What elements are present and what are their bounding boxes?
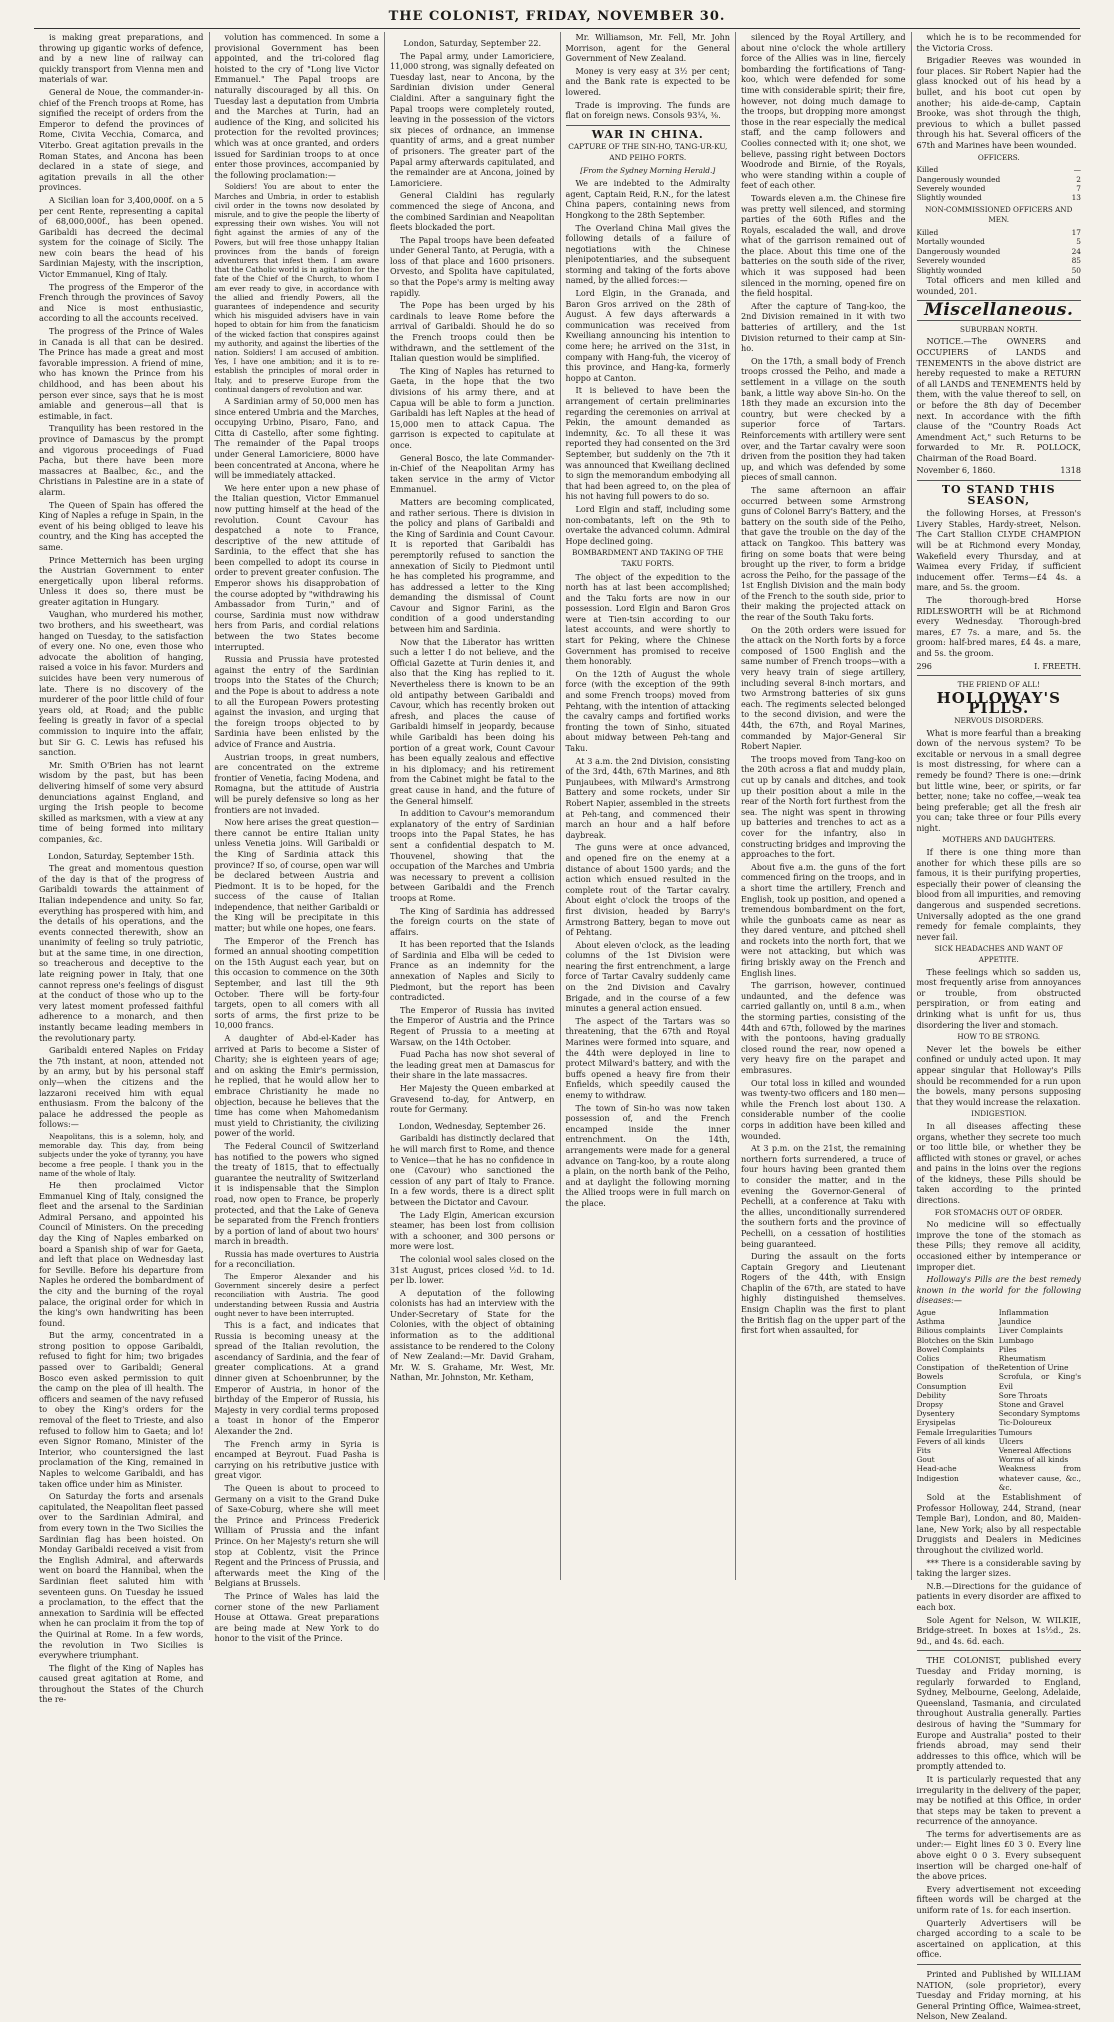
article-paragraph: Neapolitans, this is a solemn, holy, and memorable day. This day, from being subjects under the yoke of tyranny, you have become a free people. I thank you in the name of the whole of Italy. xyxy=(39,1131,204,1178)
article-paragraph: Mr. Smith O'Brien has not learnt wisdom by the past, but has been delivering himself of some very absurd denunciations against England, and urging the Irish people to become skilled as marksmen, with a view at any time of being formed into military companies, &c. xyxy=(39,759,204,844)
article-paragraph: Garibaldi has distinctly declared that he will march first to Rome, and thence to Venice—that he has no confidence in one (Cavour) who sanctioned the cession of any part of Italy to France. In a few words, there is a direct split between the Dictator and Cavour. xyxy=(390,1133,555,1207)
ailment-item: Secondary Symptoms xyxy=(998,1409,1080,1419)
article-paragraph: The progress of the Prince of Wales in Canada is all that can be desired. The Prince has made a great and most favorable impression. A friend of mine, who has known the Prince from his childhood, and has been about his person ever since, says that he is most amiable and generous—all that is estimable, in fact. xyxy=(39,326,204,421)
ailment-item: Indigestion xyxy=(916,1473,959,1483)
casualty-value: 85 xyxy=(1071,256,1081,266)
article-paragraph: The colonial wool sales closed on the 31st August, prices closed ½d. to 1d. per lb. lower. xyxy=(390,1253,555,1286)
mothers-body: If there is one thing more than another for which these pills are so famous, it is their purifying properties, especially their power of cleansing the blood from all impurities, and removing dangerous and suspended secretions. Universally adopted as the one grand remedy for female complaints, they never fail. xyxy=(916,847,1081,942)
article-paragraph: The Overland China Mail gives the following details of a failure of negotiations with the Chinese plenipotentiaries, and the subsequent storming and taking of the forts above named, by the allied forces:— xyxy=(565,222,730,286)
colonist-text: THE COLONIST, published every Tuesday and Friday morning, is regularly forwarded to England, Sydney, Melbourne, Geelong, Adelaide, Queensland, Tasmania, and circulated throughout Australia generally. Parties desirous of having the "Summary for Europe and Australia" posted to their friends abroad, may send their addresses to this office, which will be promptly attended to. xyxy=(916,1655,1081,1772)
article-paragraph: The Emperor of Russia has invited the Emperor of Austria and the Prince Regent of Prussia to a meeting at Warsaw, on the 14th October. xyxy=(390,1004,555,1047)
article-paragraph: The garrison, however, continued undaunted, and the defence was carried gallantly on, until 8 a.m., when the storming parties, consisting of the 44th and 67th, followed by the marines with the pontoons, having gradually closed round the rear, now opened a very heavy fire on the parapet and embrasures. xyxy=(741,980,906,1075)
ailment-item: Sore Throats xyxy=(998,1390,1048,1400)
casualty-row xyxy=(917,266,1082,275)
ailment-item: Constipation of the Bowels xyxy=(916,1363,999,1382)
casualty-total: Total officers and men killed and wounded, 201. xyxy=(916,274,1081,296)
ailment-item: Bilious complaints xyxy=(916,1326,986,1336)
nb-text: N.B.—Directions for the guidance of patients in every disorder are affixed to each box. xyxy=(916,1580,1081,1612)
ailment-item: Stone and Gravel xyxy=(998,1400,1064,1410)
ailment-item: Blotches on the Skin xyxy=(916,1335,994,1345)
ailment-item: Liver Complaints xyxy=(998,1326,1063,1336)
article-paragraph: About eleven o'clock, as the leading columns of the 1st Division were nearing the first entrenchment, a large force of Tartar Cavalry suddenly came on the 2nd Division and Cavalry Brigade, and in the course of a few minutes a general action ensued. xyxy=(565,939,730,1014)
casualty-label: Severely wounded xyxy=(916,183,986,193)
article-paragraph: The aspect of the Tartars was so threatening, that the 67th and Royal Marines were formed into square, and the 44th were deployed in line to protect Milward's battery, and with the buffs opened a heavy fire from their Enfields, which speedily caused the enemy to withdraw. xyxy=(565,1015,730,1100)
column-6 xyxy=(912,32,1087,2022)
section-heading: WAR IN CHINA. xyxy=(591,127,704,141)
ailments-column-a xyxy=(917,1308,999,1492)
stand-footer xyxy=(917,661,1082,672)
article-paragraph: A Sicilian loan for 3,400,000f. on a 5 per cent Rente, representing a capital of 68,000,000f., has been opened. Garibaldi has decreed the decimal system for the coinage of Sicily. The new coin bears the head of his Sardinian Majesty, with the inscription, Victor Emmanuel, King of Italy. xyxy=(39,194,204,280)
article-paragraph: After the capture of Tang-koo, the 2nd Division remained in it with two batteries of artillery, and the 1st Division returned to their camp at Sin-ho. xyxy=(741,300,906,354)
section-subheading: CAPTURE OF THE SIN-HO, TANG-UR-KU, AND PEIHO FORTS. xyxy=(568,142,728,162)
column-2 xyxy=(210,32,386,1644)
mothers-heading: MOTHERS AND DAUGHTERS. xyxy=(942,835,1056,845)
quarterly-text: Quarterly Advertisers will be charged according to a scale to be ascertained on application, at this office. xyxy=(916,1917,1081,1960)
article-paragraph: The troops moved from Tang-koo on the 20th across a flat and muddy plain, cut up by canals and ditches, and took up their position about a mile in the rear of the North fort furthest from the sea. The night was spent in throwing up batteries and trenches to act as a cover for the infantry, also in constructing bridges and improving the approaches to the fort. xyxy=(741,753,906,860)
article-paragraph: Now that the Liberator has written such a letter I do not believe, and the Official Gazette at Turin denies it, and also that the King has replied to it. Nevertheless there is known to be an old antipathy between Garibaldi and Cavour, which has recently broken out afresh, and places the cause of Garibaldi himself in jeopardy, because while Garibaldi has been doing his portion of a great work, Count Cavour has been equally zealous and effective in his diplomacy; and his retirement from the Cabinet might be fatal to the great cause in hand, and the future of the General himself. xyxy=(390,636,555,806)
ailment-item: Tumours xyxy=(998,1427,1032,1437)
ailment-item: Weakness from whatever cause, &c., &c. xyxy=(998,1464,1081,1492)
ailment-item: Lumbago xyxy=(998,1335,1034,1345)
article-paragraph: General Cialdini has regularly commenced the siege of Ancona, and the combined Sardinian and Neapolitan fleets blockaded the port. xyxy=(390,190,555,233)
men-casualty-table xyxy=(917,228,1082,275)
article-paragraph: Lord Elgin and staff, including some non-combatants, left on the 9th to overtake the advanced column. Admiral Hope declined going. xyxy=(565,503,730,546)
casualty-value: — xyxy=(1073,165,1081,175)
article-paragraph: The Papal troops have been defeated under General Tanto, at Perugia, with a loss of that place and 1600 prisoners. Orvesto, and Spolita have capitulated, so that the Pope's army is melting away rapidly. xyxy=(390,234,555,298)
section-subheading: BOMBARDMENT AND TAKING OF THE TAKU FORTS. xyxy=(571,548,724,568)
article-paragraph: The Queen is about to proceed to Germany on a visit to the Grand Duke of Saxe-Coburg, where she will meet the Prince and Princess Frederick William of Prussia and the infant Prince. On her Majesty's return she will stop at Coblentz, visit the Prince Regent and the Princess of Prussia, and afterwards meet the King of the Belgians at Brussels. xyxy=(214,1483,379,1589)
ailment-item: Dropsy xyxy=(916,1400,944,1410)
article-paragraph: Lord Elgin, in the Granada, and Baron Gros arrived on the 28th of August. A few days afterwards a communication was received from Kweiliang announcing his intention to come here; he arrived on the 31st, in company with Hang-fuh, the viceroy of this province, and Hang-ka, formerly hoppo at Canton. xyxy=(565,288,730,383)
officers-casualty-table xyxy=(917,165,1082,203)
casualty-row xyxy=(917,228,1082,237)
ailment-item: Retention of Urine xyxy=(998,1363,1069,1373)
article-paragraph: On the 20th orders were issued for the attack on the North forts by a force composed of 1500 English and the same number of French troops—with a very heavy train of siege artillery, including several 8-inch mortars, and two Armstrong batteries of six guns each. The regiments selected belonged to the second division, and were the 44th, the 67th, and Royal Marines, commanded by Major-General Sir Robert Napier. xyxy=(741,624,906,752)
notice-date: November 6, 1860. xyxy=(916,465,996,476)
article-paragraph: Her Majesty the Queen embarked at Gravesend to-day, for Antwerp, en route for Germany. xyxy=(390,1083,555,1115)
ailment-item: Colics xyxy=(916,1354,940,1364)
ailment-item: Tic-Doloureux xyxy=(998,1418,1052,1428)
article-paragraph: This is a fact, and indicates that Russia is becoming uneasy at the spread of the Italian revolution, the ascendancy of Sardinia, and the fear of greater complications. At a grand dinner given at Schoenbrunner, by the Emperor of Austria, in honor of the birthday of the Emperor of Russia, his Majesty in very cordial terms proposed a toast in honor of the Emperor Alexander the 2nd. xyxy=(214,1320,379,1437)
article-paragraph: A daughter of Abd-el-Kader has arrived at Paris to become a Sister of Charity; she is eighteen years of age; and on asking the Emir's permission, he replied, that he would allow her to embrace Christianity he made no objection, because he believes that the time has come when Mahomedanism must yield to Christianity, the civilizing power of the world. xyxy=(214,1033,379,1139)
casualty-value: 24 xyxy=(1071,246,1081,256)
article-paragraph: Towards eleven a.m. the Chinese fire was pretty well silenced, and storming parties of the 60th Rifles and the Royals, escaladed the wall, and drove what of the garrison remained out of the place. About this time one of the batteries on the south side of the river, which it was supposed had been silenced in the morning, opened fire on the field hospital. xyxy=(741,192,906,299)
article-paragraph: It has been reported that the Islands of Sardinia and Elba will be ceded to France as an indemnity for the annexation of Naples and Sicily to Piedmont, but the report has been contradicted. xyxy=(390,939,555,1003)
article-paragraph: The King of Sardinia has addressed the foreign courts on the state of affairs. xyxy=(390,905,555,937)
article-paragraph: On the 17th, a small body of French troops crossed the Peiho, and made a settlement in a village on the south bank, a little way above Sin-ho. On the 18th they made an excursion into the country, but were checked by a superior force of Tartars. Reinforcements with artillery were sent over, and the Tartar cavalry were soon driven from the position they had taken up, and which was defended by some pieces of small cannon. xyxy=(741,355,906,483)
article-paragraph: But the army, concentrated in a strong position to oppose Garibaldi, refused to fight for him; two brigades passed over to Garibaldi; General Bosco even asked permission to quit the camp on the plea of ill health. The officers and seamen of the navy refused to obey the King's orders for the removal of the fleet to Trieste, and also refused to follow him to Gaeta; and lo! even Signor Romano, Minister of the Interior, who countersigned the last proclamation of the King, remained in Naples to welcome Garibaldi, and has taken office under him as Minister. xyxy=(39,1330,204,1489)
article-paragraph: Money is very easy at 3½ per cent; and the Bank rate is expected to be lowered. xyxy=(565,65,730,97)
holloway-title: HOLLOWAY'S PILLS. xyxy=(936,688,1061,718)
ailment-item: Scrofula, or King's Evil xyxy=(998,1372,1081,1391)
ailment-item: Ague xyxy=(916,1308,936,1317)
article-paragraph: General de Noue, the commander-in-chief of the French troops at Rome, has signified the receipt of orders from the Emperor to defend the provinces of Rome, Civita Vecchia, Comarca, and Viterbo. Great agitation prevails in the Roman States, and Ancona has been declared in a state of siege, and agitation prevails in all the other provinces. xyxy=(39,86,204,193)
article-paragraph: He then proclaimed Victor Emmanuel King of Italy, consigned the fleet and the arsenal to the Sardinian Admiral Persano, and appointed his Council of Ministers. On the preceding day the King of Naples embarked on board a Spanish ship of war for Gaeta, and left that place on Wednesday last for Seville. Before his departure from Naples he ordered the bombardment of the city and the burning of the royal palace, the original order for which in the king's own handwriting has been found. xyxy=(39,1179,204,1328)
article-paragraph: The Queen of Spain has offered the King of Naples a refuge in Spain, in the event of his being obliged to leave his country, and the King has accepted the same. xyxy=(39,499,204,552)
stand-title: TO STAND THIS SEASON, xyxy=(941,483,1056,507)
casualty-label: Severely wounded xyxy=(916,256,986,266)
casualty-row xyxy=(917,165,1082,174)
article-paragraph: We here enter upon a new phase of the Italian question, Victor Emmanuel now putting himself at the head of the revolution. Count Cavour has despatched a note to France, descriptive of the new attitude of Sardinia, to the effect that she has been compelled to adopt its course in order to prevent greater confusion. The Emperor shows his disapprobation of the course adopted by "withdrawing his Ambassador from Turin," and of course, Sardinia must now withdraw hers from Paris, and cordial relations between the two States become interrupted. xyxy=(214,482,379,652)
ailment-item: Gout xyxy=(916,1455,935,1465)
divider xyxy=(566,125,731,126)
article-paragraph: At 3 p.m. on the 21st, the remaining northern forts surrendered, a truce of four hours having been granted them to consider the matter, and in the evening the Governor-General of Pechelli, at a conference at Taku with the allies, unconditionally surrendered the southern forts and the province of Pechelli, on a cessation of hostilities being guaranteed. xyxy=(741,1143,906,1249)
columns xyxy=(34,32,1086,2022)
holloway-pre-title: THE FRIEND OF ALL! xyxy=(957,680,1040,690)
article-paragraph: We are indebted to the Admiralty agent, Captain Reid, R.N., for the latest China papers, containing news from Hongkong to the 28th September. xyxy=(565,178,730,220)
ailment-item: Fevers of all kinds xyxy=(916,1436,985,1446)
section-subheading: [From the Sydney Morning Herald.] xyxy=(580,165,716,175)
casualty-row xyxy=(917,256,1082,265)
article-paragraph: The Papal army, under Lamoriciere, 11,000 strong, was signally defeated on Tuesday last, near to Ancona, by the Sardinian division under General Cialdini. After a sanguinary fight the Papal troops were completely routed, leaving in the possession of the victors six pieces of ordnance, an immense quantity of arms, and a great number of prisoners. The greater part of the Papal army afterwards capitulated, and the remainder are at Ancona, joined by Lamoriciere. xyxy=(390,50,555,188)
every-text: Every advertisement not exceeding fifteen words will be charged at the uniform rate of 1s. for each insertion. xyxy=(916,1883,1081,1916)
casualty-value: 17 xyxy=(1071,227,1081,237)
column-4 xyxy=(561,32,737,1580)
saving-text: *** There is a considerable saving by taking the larger sizes. xyxy=(916,1557,1081,1579)
article-paragraph: The great and momentous question of the day is that of the progress of Garibaldi towards the attainment of Italian independence and unity. So far, everything has prospered with him, and the details of his operations, and the events connected therewith, show an unanimity of feeling so truly patriotic, but at the same time, in one direction, so treacherous and deceptive to the late reigning power in Italy, that one cannot repress one's feelings of disgust at the conduct of those who up to the very latest moment professed faithful adherence to a monarch, and then instantly became leading members in the revolutionary party. xyxy=(39,863,204,1043)
article-paragraph: Trade is improving. The funds are flat on foreign news. Consols 93¼, ⅜. xyxy=(565,99,730,121)
dateline: London, Saturday, September 22. xyxy=(403,38,542,48)
stomach-body: No medicine will so effectually improve the tone of the stomach as these Pills; they remove all acidity, occasioned either by intemperance or improper diet. xyxy=(916,1219,1081,1272)
sick-body: These feelings which so sadden us, most frequently arise from annoyances or trouble, from obstructed perspiration, or from eating and drinking what is unfit for us, thus disordering the liver and stomach. xyxy=(916,966,1081,1030)
casualty-label: Mortally wounded xyxy=(916,237,985,247)
stand-body: the following Horses, at Fresson's Livery Stables, Hardy-street, Nelson. The Cart Stallion CLYDE CHAMPION will be at Richmond every Monday, Wakefield every Thursday, and at Waimea every Friday, if sufficient inducement offer. Terms—£4 4s. a mare, and 5s. the groom. xyxy=(916,508,1081,593)
divider xyxy=(917,1650,1082,1651)
ailment-item: Consumption xyxy=(916,1381,967,1391)
article-paragraph: The Pope has been urged by his cardinals to leave Rome before the arrival of Garibaldi. Should he do so the French troops could then be withdrawn, and the settlement of the Italian question would be simplified. xyxy=(390,300,555,364)
stand-horse: The thorough-bred Horse RIDLESWORTH will be at Richmond every Wednesday. Thorough-bred mares, £7 7s. a mare, and 5s. the groom: half-bred mares, £4 4s. a mare, and 5s. the groom. xyxy=(916,595,1081,658)
article-paragraph: The Emperor Alexander and his Government sincerely desire a perfect reconciliation with Austria. The good understanding between Russia and Austria ought never to have been interrupted. xyxy=(214,1272,379,1318)
article-paragraph: It is believed to have been the arrangement of certain preliminaries regarding the ceremonies on arrival at Pekin, the amount demanded as indemnity, &c. To all these it was reported they had consented on the 3rd September, but suddenly on the 7th it was announced that Kweiliang declined to sign the memorandum embodying all that had been agreed to, on the plea of his not having full powers to do so. xyxy=(565,385,730,502)
article-paragraph: Soldiers! You are about to enter the Marches and Umbria, in order to establish civil order in the towns now desolated by misrule, and to give the people the liberty of expressing their own wishes. You will not fight against the armies of any of the Powers, but will free those unhappy Italian provinces from the bands of foreign adventurers that infest them. I am aware that the Catholic world is in agitation for the fate of the Chief of the Church, to whom I am ever ready to give, in accordance with the allied and friendly Powers, all the guarantees of independence and security which his misguided advisers have in vain hoped to obtain for him from the fanaticism of the wicked faction that conspires against my authority, and against the liberties of the nation. Soldiers! I am accused of ambition. Yes, I have one ambition; and it is to re-establish the principles of moral order in Italy, and to preserve Europe from the continual dangers of revolution and war. xyxy=(214,182,379,394)
notice-number: 1318 xyxy=(1060,465,1081,476)
sold-text: Sold at the Establishment of Professor Holloway, 244, Strand, (near Temple Bar), London, and 80, Maiden-lane, New York; also by all respectable Druggists and Dealers in Medicines throughout the civilized world. xyxy=(916,1492,1081,1556)
health-body: Never let the bowels be either confined or unduly acted upon. It may appear singular that Holloway's Pills should be recommended for a run upon the bowels, many persons supposing that they would increase the relaxation. xyxy=(916,1043,1081,1107)
casualty-value: 7 xyxy=(1076,183,1081,193)
article-paragraph: Fuad Pacha has now shot several of the leading great men at Damascus for their share in the late massacres. xyxy=(390,1049,555,1081)
nervous-heading: NERVOUS DISORDERS. xyxy=(954,715,1044,725)
ailment-item: Ulcers xyxy=(998,1436,1024,1446)
indigestion-heading: INDIGESTION. xyxy=(971,1109,1027,1119)
article-paragraph: The object of the expedition to the north has at last been accomplished; and the Taku forts are now in our possession. Lord Elgin and Baron Gros were at Tien-tsin according to our latest accounts, and were shortly to start for Peking, where the Chinese Government has promised to receive them honorably. xyxy=(565,571,730,667)
article-paragraph: The progress of the Emperor of the French through the provinces of Savoy and Nice is most enthusiastic, according to all the accounts received. xyxy=(39,281,204,324)
ailments-column-b xyxy=(999,1308,1081,1492)
ailment-item: Head-ache xyxy=(916,1464,957,1474)
article-paragraph: The Lady Elgin, American excursion steamer, has been lost from collision with a schooner, and 300 persons or more were lost. xyxy=(390,1209,555,1252)
article-paragraph: The Federal Council of Switzerland has notified to the powers who signed the treaty of 1815, that to effectually guarantee the neutrality of Switzerland it is indispensable that the Simplon road, now open to France, be properly protected, and that the Lake of Geneva be separated from the French frontiers by a portion of land of about two hours' march in breadth. xyxy=(214,1140,379,1247)
article-paragraph: Russia has made overtures to Austria for a reconciliation. xyxy=(214,1248,379,1270)
casualty-row xyxy=(917,247,1082,256)
casualty-label: Killed xyxy=(916,165,939,175)
casualty-value: 50 xyxy=(1071,265,1081,275)
health-heading: HOW TO BE STRONG. xyxy=(957,1032,1041,1042)
miscellaneous-heading: Miscellaneous. xyxy=(924,300,1074,321)
masthead-title: THE COLONIST, FRIDAY, NOVEMBER 30. xyxy=(34,6,1080,29)
casualty-label: Dangerously wounded xyxy=(916,174,1001,184)
ailments-intro: Holloway's Pills are the best remedy known in the world for the following diseases:— xyxy=(916,1274,1081,1306)
casualty-label: Slightly wounded xyxy=(916,193,982,203)
ailment-item: Asthma xyxy=(916,1317,945,1327)
article-paragraph: During the assault on the forts Captain Gregory and Lieutenant Rogers of the 44th, with Ensign Chaplin of the 67th, are stated to have highly distinguished themselves. Ensign Chaplin was the first to plant the British flag on the upper part of the first fort when assaulted, for xyxy=(741,1251,906,1336)
casualty-row xyxy=(917,237,1082,246)
casualty-row xyxy=(917,175,1082,184)
printed-text: Printed and Published by WILLIAM NATION, (sole proprietor), every Tuesday and Friday morning, at his General Printing Office, Waimea-street, Nelson, New Zealand. xyxy=(916,1969,1081,2022)
article-paragraph: Matters are becoming complicated, and rather serious. There is division in the policy and plans of Garibaldi and the King of Sardinia and Count Cavour. It is reported that Garibaldi has peremptorily refused to sanction the annexation of Sicily to Piedmont until he has completed his programme, and has addressed a letter to the King demanding the dismissal of Count Cavour and Signor Farini, as the condition of a good understanding between him and Sardinia. xyxy=(390,496,555,635)
article-paragraph: Now here arises the great question—there cannot be entire Italian unity unless Venetia joins. Will Garibaldi or the King of Sardinia attack this province? If so, of course, open war will be declared between Austria and Piedmont. It is to be hoped, for the success of the cause of Italian independence, that neither Garibaldi or the King will be precipitate in this matter; but while one hopes, one fears. xyxy=(214,817,379,934)
ailment-item: Fits xyxy=(916,1446,931,1456)
casualty-value: 2 xyxy=(1076,174,1081,184)
ailment-item: Venereal Affections xyxy=(998,1446,1072,1456)
article-paragraph: Garibaldi entered Naples on Friday the 7th instant, at noon, attended not by an army, but by his personal staff only—when the citizens and the lazzaroni received him with equal enthusiasm. From the balcony of the palace he addressed the people as follows:— xyxy=(39,1045,204,1130)
article-paragraph: is making great preparations, and throwing up gigantic works of defence, and by a new line of railway can quickly transport from Vienna men and materials of war. xyxy=(39,32,204,85)
sick-heading: SICK HEADACHES AND WANT OF APPETITE. xyxy=(934,944,1064,964)
casualty-label: Dangerously wounded xyxy=(916,246,1001,256)
notice-body: NOTICE.—The OWNERS and OCCUPIERS of LANDS and TENEMENTS in the above district are hereby requested to make a RETURN of all LANDS and TENEMENTS held by them, with the value thereof to sell, on or before the 8th day of December next. In accordance with the fifth clause of the "Country Roads Act Amendment Act," such Returns to be forwarded to Mr. R. POLLOCK, Chairman of the Road Board. xyxy=(916,336,1081,463)
ailment-item: Female Irregularities xyxy=(916,1427,997,1437)
men-heading: NON-COMMISSIONED OFFICERS AND MEN. xyxy=(925,204,1073,225)
column-3 xyxy=(385,32,561,1580)
agent-text: Sole Agent for Nelson, W. WILKIE, Bridge-street. In boxes at 1s½d., 2s. 9d., and 4s. 6d. each. xyxy=(916,1614,1081,1646)
article-paragraph: On Saturday the forts and arsenals capitulated, the Neapolitan fleet passed over to the Sardinian Admiral, and from every town in the Two Sicilies the Sardinian flag has been hoisted. On Monday Garibaldi received a visit from the English Admiral, and afterwards went on board the Hannibal, when the Sardinian fleet saluted him with seventeen guns. On Tuesday he issued a proclamation, to the effect that the annexation to Sardinia will be effected when he can proclaim it from the top of the Quirinal at Rome. In a few words, the revolution in Two Sicilies is everywhere triumphant. xyxy=(39,1491,204,1661)
irregularity-text: It is particularly requested that any irregularity in the delivery of the paper, may be notified at this Office, in order that steps may be taken to prevent a recurrence of the annoyance. xyxy=(916,1773,1081,1827)
article-paragraph: The flight of the King of Naples has caused great agitation at Rome, and throughout the States of the Church the re- xyxy=(39,1662,204,1705)
notice-footer xyxy=(917,465,1082,476)
dateline: London, Wednesday, September 26. xyxy=(398,1120,546,1131)
ailment-item: Inflammation xyxy=(998,1308,1049,1317)
divider xyxy=(917,675,1082,676)
article-paragraph: which he is to be recommended for the Victoria Cross. xyxy=(916,32,1081,53)
dateline: London, Saturday, September 15th. xyxy=(48,850,195,861)
article-paragraph: A deputation of the following colonists has had an interview with the Under-Secretary of State for the Colonies, with the object of obtaining information as to the additional assistance to be rendered to the Colony of New Zealand:—Mr. David Graham, Mr. W. S. Grahame, Mr. West, Mr. Nathan, Mr. Johnston, Mr. Ketham, xyxy=(390,1287,555,1383)
officers-heading: OFFICERS. xyxy=(977,152,1020,162)
article-paragraph: Austrian troops, in great numbers, are concentrated on the extreme frontier of Venetia, facing Modena, and Romagna, but the attitude of Austria will be purely defensive so long as her frontiers are not invaded. xyxy=(214,751,379,815)
casualty-row xyxy=(917,193,1082,202)
stomach-heading: FOR STOMACHS OUT OF ORDER. xyxy=(934,1207,1063,1217)
casualty-label: Killed xyxy=(916,227,939,237)
article-paragraph: The Emperor of the French has formed an annual shooting competition on the 15th August each year, but on this occasion to commence on the 30th September, and last till the 9th October. There will be forty-four targets, open to all comers with all sorts of arms, the first prize to be 10,000 francs. xyxy=(214,935,379,1031)
article-paragraph: Brigadier Reeves was wounded in four places. Sir Robert Napier had the glass knocked out of his head by a bullet, and his boot cut open by another; his aide-de-camp, Captain Brooke, was shot through the thigh, previous to which a bullet passed through his hat. Several officers of the 67th and Marines have been wounded. xyxy=(916,55,1081,150)
article-paragraph: The same afternoon an affair occurred between some Armstrong guns of Colonel Barry's Battery, and the battery on the south side of the Peiho, that gave the trouble on the day of the attack on Tangkoo. This battery was firing on some boats that were being brought up the river, to form a bridge across the Peiho, for the passage of the 1st English Division and the main body of the French to the south side, prior to their making the projected attack on the rear of the South Taku forts. xyxy=(741,484,906,623)
article-paragraph: In addition to Cavour's memorandum explanatory of the entry of Sardinian troops into the Papal States, he has sent a confidential despatch to M. Thouvenel, showing that the occupation of the Marches and Umbria was necessary to prevent a collision between Garibaldi and the French troops at Rome. xyxy=(390,808,555,903)
article-paragraph: General Bosco, the late Commander-in-Chief of the Neapolitan Army has taken service in the army of Victor Emmanuel. xyxy=(390,452,555,495)
divider xyxy=(917,1964,1082,1965)
ailment-item: Worms of all kinds xyxy=(998,1455,1069,1465)
casualty-label: Slightly wounded xyxy=(916,265,982,275)
article-paragraph: The guns were at once advanced, and opened fire on the enemy at a distance of about 1500 yards; and the action which ensued resulted in the complete rout of the Tartar cavalry. About eight o'clock the troops of the first division, headed by Barry's Armstrong Battery, began to move out of Pehtang. xyxy=(565,842,730,938)
nervous-body: What is more fearful than a breaking down of the nervous system? To be excitable or nervous in a small degree is most distressing, for where can a remedy be found? There is one:—drink but little wine, beer, or spirits, or far better, none; take no coffee,—weak tea being preferable; get all the fresh air you can; take three or four Pills every night. xyxy=(916,727,1081,833)
suburban-heading: SUBURBAN NORTH. xyxy=(959,324,1038,334)
stand-signature: I. FREETH. xyxy=(1034,660,1081,671)
casualty-value: 13 xyxy=(1071,193,1081,203)
article-paragraph: Prince Metternich has been urging the Austrian Government to enter energetically upon liberal reforms. Unless it does so, there must be greater agitation in Hungary. xyxy=(39,554,204,607)
casualty-row xyxy=(917,184,1082,193)
article-paragraph: silenced by the Royal Artillery, and about nine o'clock the whole artillery force of the Allies was in line, fiercely bombarding the fortifications of Tang-koo, which were defended for some time with considerable spirit; their fire, however, not doing much damage to the troops, but dropping more amongst those in the rear especially the medical staff, and the camp followers and Coolies connected with it; one shot, we believe, passing right between Doctors Woodrode and Birnie, of the Royals, who were standing within a couple of feet of each other. xyxy=(741,32,906,191)
ailment-item: Jaundice xyxy=(998,1317,1032,1327)
article-paragraph: volution has commenced. In some a provisional Government has been appointed, and the tri-colored flag hoisted to the cry of "Long live Victor Emmanuel." The Papal troops are naturally discouraged by all this. On Tuesday last a deputation from Umbria and the Marches at Turin, had an audience of the King, and solicited his protection for the revolted provinces; which was at once granted, and orders issued for Sardinian troops to at once enter those provinces, accompanied by the following proclamation:— xyxy=(214,32,379,180)
indigestion-body: In all diseases affecting these organs, whether they secrete too much or too little bile, or whether they be afflicted with stones or gravel, or aches and pains in the loins over the regions of the kidneys, these Pills should be taken according to the printed directions. xyxy=(916,1120,1081,1206)
article-paragraph: The King of Naples has returned to Gaeta, in the hope that the two divisions of his army there, and at Capua will be able to form a junction. Garibaldi has left Naples at the head of 15,000 men to attack Capua. The garrison is expected to capitulate at once. xyxy=(390,365,555,450)
terms-text: The terms for advertisements are as under:— Eight lines £0 3 0. Every line above eight 0 0 3. Every subsequent insertion will be charged one-half of the above prices. xyxy=(916,1828,1081,1882)
article-paragraph: Mr. Williamson, Mr. Fell, Mr. John Morrison, agent for the General Government of New Zealand. xyxy=(565,32,730,64)
divider xyxy=(917,480,1082,481)
ailment-item: Rheumatism xyxy=(998,1354,1046,1364)
column-1 xyxy=(34,32,210,1705)
article-paragraph: At 3 a.m. the 2nd Division, consisting of the 3rd, 44th, 67th Marines, and 8th Punjaubees, with Milward's Armstrong Battery and some rockets, under Sir Robert Napier, assembled in the streets at Peh-tang, and commenced their march an hour and a half before daybreak. xyxy=(565,755,730,840)
ailment-item: Dysentery xyxy=(916,1409,955,1419)
article-paragraph: The Prince of Wales has laid the corner stone of the new Parliament House at Ottawa. Great preparations are being made at New York to do honor to the visit of the Prince. xyxy=(214,1590,379,1644)
article-paragraph: Our total loss in killed and wounded was twenty-two officers and 180 men—while the French lost about 130. A considerable number of the coolie corps in addition have been killed and wounded. xyxy=(741,1077,906,1141)
article-paragraph: Tranquility has been restored in the province of Damascus by the prompt and vigorous proceedings of Fuad Pacha, but there have been more massacres at Baalbec, &c., and the Christians in Palestine are in a state of alarm. xyxy=(39,423,204,497)
article-paragraph: About five a.m. the guns of the fort commenced firing on the troops, and in a short time the artillery, French and English, took up position, and opened a tremendous bombardment on the fort, while the gunboats came as near as they dared venture, and pitched shell and rockets into the north fort, that we were not attacking, but which was firing briskly away on the French and English lines. xyxy=(741,861,906,978)
ailment-item: Debility xyxy=(916,1390,946,1400)
article-paragraph: The town of Sin-ho was now taken possession of, and the French encamped inside the inner entrenchment. On the 14th, arrangements were made for a general advance on Tang-koo, by a route along a plain, on the north bank of the Peiho, and at daylight the following morning the Allied troops were in full march on the place. xyxy=(565,1102,730,1208)
article-paragraph: The French army in Syria is encamped at Beyrout. Fuad Pasha is carrying on his retributive justice with great vigor. xyxy=(214,1438,379,1481)
article-paragraph: Russia and Prussia have protested against the entry of the Sardinian troops into the States of the Church; and the Pope is about to address a note to all the European Powers protesting against the invasion, and urging that the foreign troops objected to by Sardinia have been enlisted by the advice of France and Austria. xyxy=(214,654,379,749)
stand-number: 296 xyxy=(916,660,932,671)
column-5 xyxy=(736,32,912,1580)
ailment-item: Bowel Complaints xyxy=(916,1344,985,1354)
article-paragraph: Vaughan, who murdered his mother, two brothers, and his sweetheart, was hanged on Tuesday, to the satisfaction of every one. No one, even those who advocate the abolition of hanging, raised a voice in his favor. Murders and suicides have been very numerous of late. There is no discovery of the murderer of the poor little child of four years old, at Road; and the public feeling is greatly in favor of a special commission to inquire into the affair, but Sir G. C. Lewis has refused his sanction. xyxy=(39,609,204,758)
casualty-value: 5 xyxy=(1076,237,1081,247)
ailment-item: Piles xyxy=(998,1344,1017,1354)
ailments-list xyxy=(917,1308,1082,1492)
article-paragraph: On the 12th of August the whole force (with the exception of the 99th and some French troops) moved from Pehtang, with the intention of attacking the cavalry camps and fortified works fronting the town of Sinho, situated about midway between Peh-tang and Taku. xyxy=(565,668,730,753)
article-paragraph: A Sardinian army of 50,000 men has since entered Umbria and the Marches, occupying Urbino, Pisaro, Fano, and Citta di Castello, after some fighting. The remainder of the Papal troops under General Lamoriciere, 8000 have been concentrated at Ancona, where he will be immediately attacked. xyxy=(214,395,379,481)
ailment-item: Erysipelas xyxy=(916,1418,956,1428)
